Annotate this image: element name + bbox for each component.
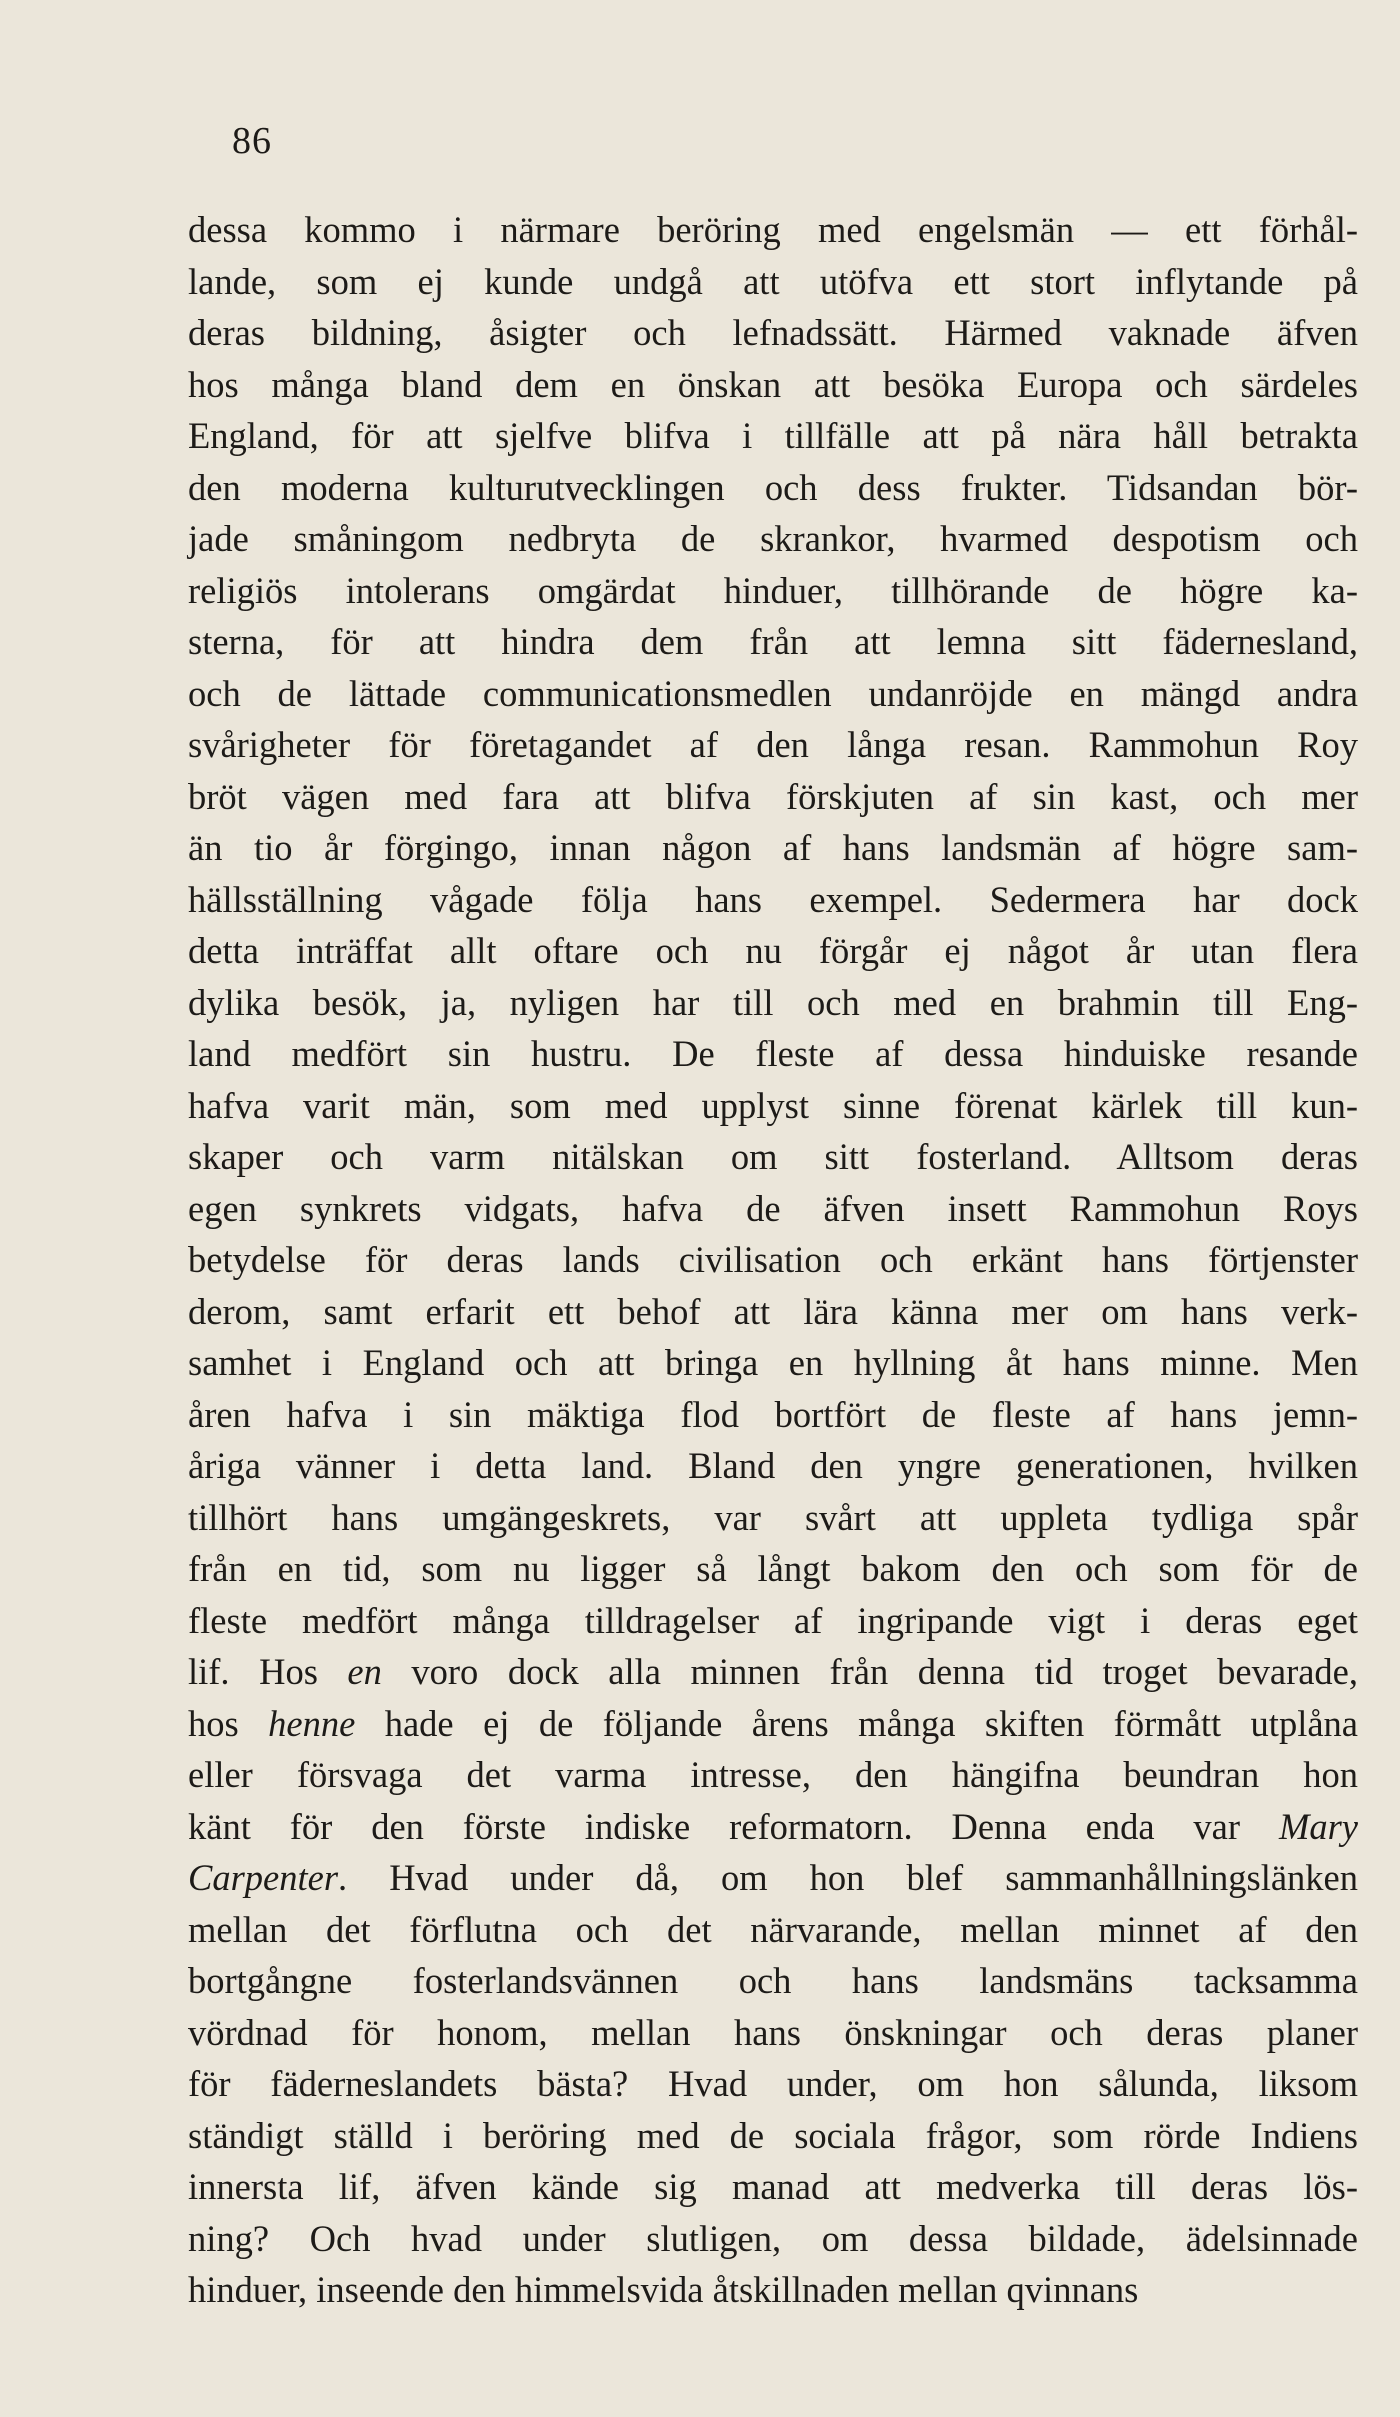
text-segment: dessa kommo i närmare beröring med engelsmän — ett förhål-	[188, 209, 1358, 250]
text-segment: jade småningom nedbryta de skrankor, hvarmed despotism och	[188, 518, 1358, 559]
text-line	[188, 462, 1358, 514]
text-line	[188, 2161, 1358, 2213]
page-number: 86	[232, 120, 272, 162]
text-segment: ning? Och hvad under slutligen, om dessa bildade, ädelsinnade	[188, 2217, 1358, 2259]
text-segment: hos	[188, 1702, 269, 1744]
text-segment: religiös intolerans omgärdat hinduer, tillhörande de högre ka-	[188, 569, 1358, 611]
text-segment: hafva varit män, som med upplyst sinne förenat kärlek till kun-	[188, 1084, 1358, 1126]
text-segment: känt för den förste indiske reformatorn. Denna enda var	[188, 1805, 1279, 1847]
text-segment: bröt vägen med fara att blifva förskjuten af sin kast, och mer	[188, 775, 1358, 817]
text-line	[188, 1543, 1358, 1595]
text-line	[188, 1492, 1358, 1544]
text-line	[188, 977, 1358, 1029]
text-segment: bortgångne fosterlandsvännen och hans landsmäns tacksamma	[188, 1960, 1358, 2001]
text-segment: hällsställning vågade följa hans exempel. Sedermera har dock	[188, 878, 1358, 920]
text-segment: innersta lif, äfven kände sig manad att medverka till deras lös-	[188, 2166, 1358, 2207]
text-segment: än tio år förgingo, innan någon af hans landsmän af högre sam-	[188, 827, 1358, 868]
text-segment: detta inträffat allt oftare och nu förgår ej något år utan flera	[188, 930, 1358, 971]
text-line	[188, 1904, 1358, 1956]
text-line	[188, 1698, 1358, 1750]
text-segment: skaper och varm nitälskan om sitt fosterland. Alltsom deras	[188, 1136, 1358, 1177]
text-line	[188, 771, 1358, 823]
text-segment: . Hvad under då, om hon blef sammanhållningslänken	[338, 1857, 1358, 1898]
text-segment: från en tid, som nu ligger så långt bakom den och som för de	[188, 1548, 1358, 1589]
text-segment: hos många bland dem en önskan att besöka Europa och särdeles	[188, 363, 1358, 405]
text-segment: vördnad för honom, mellan hans önskningar och deras planer	[188, 2011, 1358, 2053]
text-segment: sterna, för att hindra dem från att lemna sitt fädernesland,	[188, 621, 1358, 662]
text-line	[188, 1080, 1358, 1132]
text-segment: land medfört sin hustru. De fleste af dessa hinduiske resande	[188, 1033, 1358, 1074]
text-segment: derom, samt erfarit ett behof att lära känna mer om hans verk-	[188, 1290, 1358, 1332]
text-line	[188, 307, 1358, 359]
text-line	[188, 256, 1358, 308]
text-line	[188, 1183, 1358, 1235]
text-segment: svårigheter för företagandet af den långa resan. Rammohun Roy	[188, 724, 1358, 765]
text-segment: samhet i England och att bringa en hyllning åt hans minne. Men	[188, 1342, 1358, 1383]
text-line	[188, 410, 1358, 462]
text-segment: betydelse för deras lands civilisation och erkänt hans förtjenster	[188, 1239, 1358, 1280]
italic-text: en	[347, 1651, 382, 1692]
text-line	[188, 668, 1358, 720]
text-line	[188, 1440, 1358, 1492]
text-line	[188, 822, 1358, 874]
text-segment: voro dock alla minnen från denna tid troget bevarade,	[381, 1651, 1358, 1692]
text-line	[188, 2007, 1358, 2059]
text-segment: fleste medfört många tilldragelser af ingripande vigt i deras eget	[188, 1599, 1358, 1641]
text-line	[188, 1801, 1358, 1853]
body-text	[188, 204, 1358, 2316]
text-line	[188, 359, 1358, 411]
text-line	[188, 2213, 1358, 2265]
text-segment: åriga vänner i detta land. Bland den yngre generationen, hvilken	[188, 1445, 1358, 1486]
text-line	[188, 565, 1358, 617]
text-segment: lif. Hos	[188, 1651, 348, 1692]
text-segment: deras bildning, åsigter och lefnadssätt. Härmed vaknade äfven	[188, 312, 1358, 353]
text-segment: egen synkrets vidgats, hafva de äfven insett Rammohun Roys	[188, 1187, 1358, 1229]
text-line	[188, 1749, 1358, 1801]
text-segment: England, för att sjelfve blifva i tillfälle att på nära håll betrakta	[188, 415, 1358, 456]
text-line	[188, 874, 1358, 926]
text-line	[188, 1955, 1358, 2007]
text-segment: hade ej de följande årens många skiften förmått utplåna	[355, 1702, 1358, 1744]
text-line	[188, 1337, 1358, 1389]
text-line	[188, 1389, 1358, 1441]
text-line	[188, 1131, 1358, 1183]
text-segment: dylika besök, ja, nyligen har till och med en brahmin till Eng-	[188, 981, 1358, 1023]
text-segment: ständigt ställd i beröring med de sociala frågor, som rörde Indiens	[188, 2114, 1358, 2156]
text-segment: tillhört hans umgängeskrets, var svårt att uppleta tydliga spår	[188, 1496, 1358, 1538]
italic-text: henne	[268, 1702, 356, 1744]
text-line	[188, 2058, 1358, 2110]
text-segment: lande, som ej kunde undgå att utöfva ett stort inflytande på	[188, 260, 1358, 302]
text-segment: hinduer, inseende den himmelsvida åtskillnaden mellan qvinnans	[188, 2269, 1139, 2310]
text-line	[188, 1286, 1358, 1338]
text-segment: mellan det förflutna och det närvarande, mellan minnet af den	[188, 1908, 1358, 1950]
text-line	[188, 616, 1358, 668]
text-segment: den moderna kulturutvecklingen och dess frukter. Tidsandan bör-	[188, 466, 1358, 508]
text-segment: åren hafva i sin mäktiga flod bortfört de fleste af hans jemn-	[188, 1393, 1358, 1435]
text-segment: eller försvaga det varma intresse, den hängifna beundran hon	[188, 1754, 1358, 1795]
text-segment: för fäderneslandets bästa? Hvad under, om hon sålunda, liksom	[188, 2063, 1358, 2104]
text-line	[188, 204, 1358, 256]
text-segment: och de lättade communicationsmedlen undanröjde en mängd andra	[188, 672, 1358, 714]
text-line	[188, 1595, 1358, 1647]
italic-text: Carpenter	[188, 1857, 339, 1898]
text-line	[188, 1852, 1358, 1904]
text-line	[188, 2110, 1358, 2162]
text-line	[188, 513, 1358, 565]
text-line	[188, 1234, 1358, 1286]
text-line	[188, 1646, 1358, 1698]
text-line	[188, 719, 1358, 771]
text-line	[188, 2264, 1358, 2316]
italic-text: Mary	[1278, 1805, 1358, 1847]
text-line	[188, 925, 1358, 977]
text-line	[188, 1028, 1358, 1080]
